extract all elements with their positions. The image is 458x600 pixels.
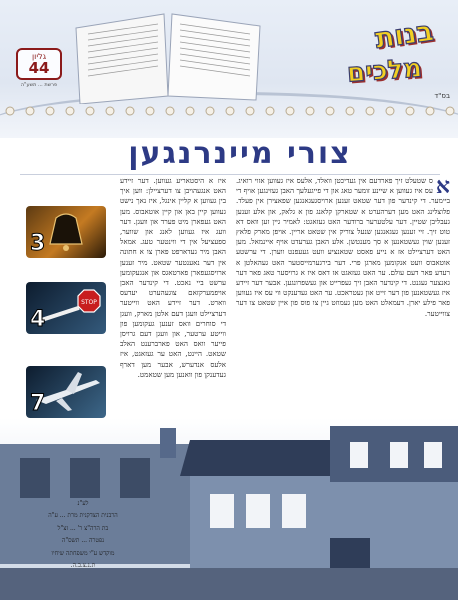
credit-line: מוקדש ע"י משפחתה שיחיו — [51, 549, 115, 557]
article-heading: צורי מיינרנגען — [128, 136, 352, 171]
magazine-title — [300, 14, 450, 96]
dedication-credits — [8, 500, 158, 574]
article-column-left — [120, 176, 226, 438]
credit-line: נפטרה ... תשס"ה — [61, 537, 105, 545]
masthead — [0, 0, 458, 138]
svg-text:STOP: STOP — [81, 299, 97, 306]
title-line-2: מלכים — [346, 53, 423, 89]
title-line-1: בנות — [373, 14, 437, 55]
issue-date: פרשת ... תשע"ה — [20, 82, 58, 88]
heading-divider — [20, 174, 440, 175]
bsd-mark: בס"ד — [434, 92, 450, 100]
open-book-illustration — [68, 8, 268, 104]
credit-line: לע"נ — [77, 500, 89, 507]
credit-line: בת הרה"צ ר' ... זצ"ל — [57, 524, 109, 532]
issue-number: 44 — [28, 59, 50, 77]
drop-cap: א — [435, 176, 450, 199]
pearl-string-decoration — [0, 104, 458, 118]
issue-badge — [8, 48, 70, 106]
story-tile-stop[interactable] — [26, 282, 106, 334]
story-number: 7 — [30, 391, 46, 416]
story-number: 4 — [30, 307, 46, 332]
column-left-text: איז א היסטאריע געווען. דער זיידע האט אנגעהויבן צו דערציילן: ווען איך בין געווען א קליין אינגל, איז נאך נישט געווען קיין באן און קיין אוטאבוס. מען האט געפארן מיט פערד און וועגן. דער וועג איז געווען לאנג און שווער, ספעציעל אין די ווינטער טעג. אמאל האבן מיר געדארפט פארן צו א חתונה אין דער נאענטער שטאט. מיר זענען ארויסגעפארן פארטאגס און אנגעקומען ערשט ביי נאכט. די קינדער האבן אויפמערקזאם צוגעהערט יעדעס ווארט. דער זיידע האט ווייטער דערציילט וועגן דעם אלטן מארק, וועגן די סוחרים וואס זענען געקומען פון ווייטע ערטער, און וועגן דעם גרויסן פייער וואס האט פארברענט האלב שטאט. היינט, האט ער געזאגט, איז אלעס אנדערש, אבער מען דארף געדענקן פון וואנען מען שטאמט. — [120, 176, 226, 379]
story-tile-bell[interactable] — [26, 206, 106, 258]
story-number: 3 — [30, 231, 46, 256]
credit-line: הרבנית הצדקנית מרת ... ע"ה — [48, 512, 118, 520]
story-tile-airplane[interactable] — [26, 366, 106, 418]
issue-label: גליון — [32, 52, 46, 61]
article-column-right — [236, 176, 450, 438]
credit-line: ת.נ.צ.ב.ה. — [70, 562, 96, 570]
issue-box — [16, 48, 62, 80]
column-right-text: ס שטעלט זיך פארדעם אין געדיכטן וואלד, אלעס איז געווען אזוי רואיג. עס איז געווען א שיינע זומער טאג און די פייגעלעך האבן געזינגען אויף די ביימער. די קינדער פון דער שטאט זענען ארויסגעגאנגען שפאצירן אין פעלד. פלוצלינג האט מען דערהערט א שטארקן קלאנג פון א גלאק, און אלע זענען געבליבן שטיין. דער עלטערער ברודער האט געזאגט: לאמיר גיין זען וואס דא טוט זיך. זיי זענען געגאנגען שנעל צוריק אין שטאט אריין. אויפן מארק פלאץ זענען שוין געשטאנען א סך מענטשן. אלע האבן גערעדט אויף איינמאל. מען האט דערציילט אז א נייע פאסט שטאנציע וועט געעפנט ווערן. די ערשטע אוטאבוס וועט אנקומען מארגן פרי. דער בירגערמייסטער האט געהאלטן א רעדע פאר דעם עולם. ער האט געזאגט אז דאס איז א גרויסער טאג פאר דער גאנצער געגנט. די קינדער האבן זיך געפרייט און געשפרונגען. אבער דער זיידע איז געשטאנען פון דער זייט און געטראכט. ער האט געדענקט ווי עס איז געווען פאר פילע יארן. דעמאלט האט מען געמוזט גיין צו פוס פון איין שטאט צו דער צווייטער. — [236, 176, 450, 318]
